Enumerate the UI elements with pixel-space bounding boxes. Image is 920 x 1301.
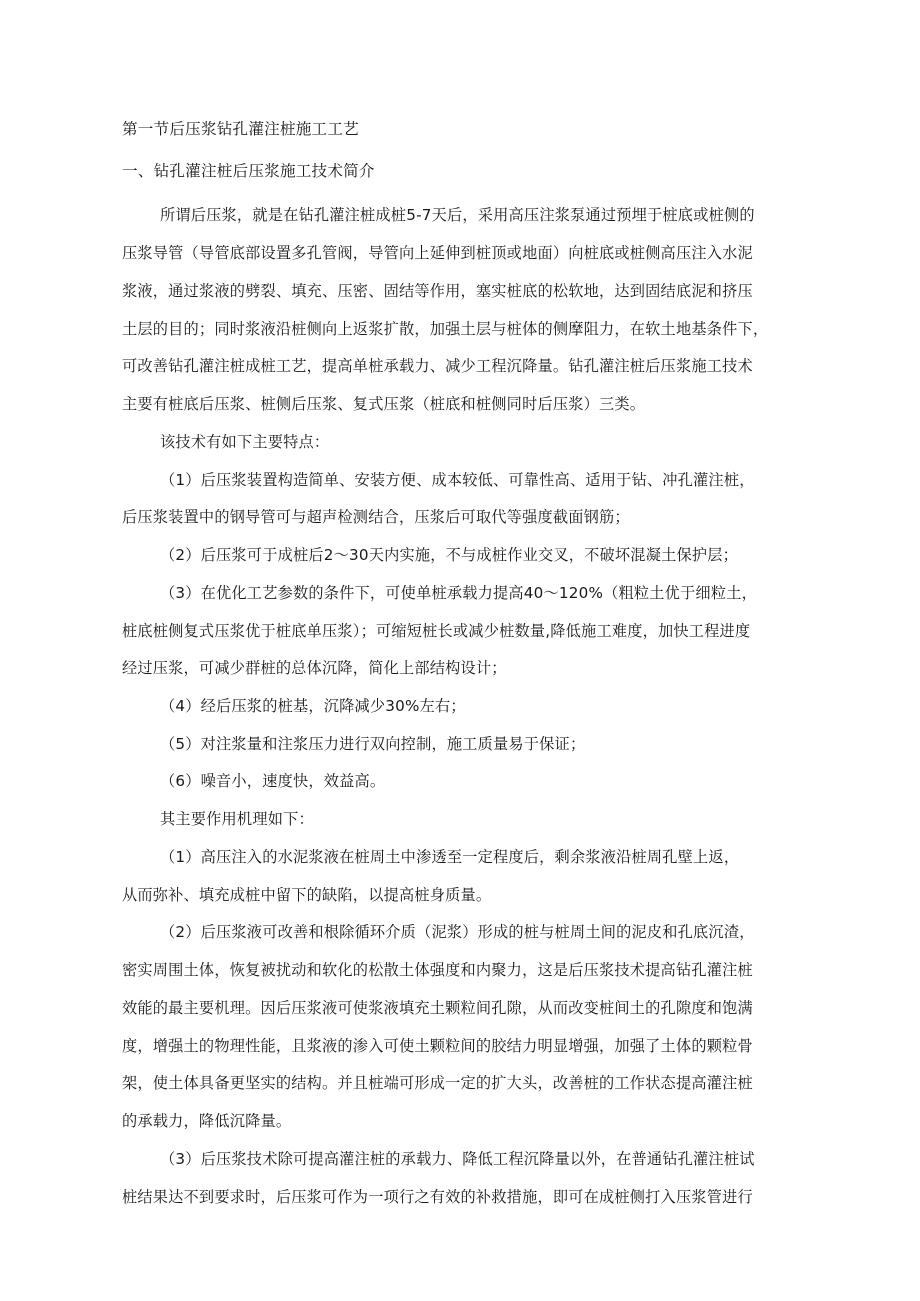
intro-line: 浆液，通过浆液的劈裂、填充、压密、固结等作用，塞实桩底的松软地，达到固结底泥和挤压 bbox=[122, 282, 753, 300]
feature-line: （2）后压浆可于成桩后2～30天内实施，不与成桩作业交叉，不破坏混凝土保护层； bbox=[160, 546, 739, 564]
mechanism-line: （1）高压注入的水泥浆液在桩周土中渗透至一定程度后，剩余浆液沿桩周孔壁上返， bbox=[160, 848, 740, 866]
intro-line: 主要有桩底后压浆、桩侧后压浆、复式压浆（桩底和桩侧同时后压浆）三类。 bbox=[122, 395, 646, 413]
feature-line: （4）经后压浆的桩基，沉降减少30%左右； bbox=[160, 697, 466, 715]
mechanism-line: （2）后压浆液可改善和根除循环介质（泥浆）形成的桩与桩周土间的泥皮和孔底沉渣， bbox=[160, 923, 755, 941]
mechanism-line: 密实周围土体，恢复被扰动和软化的松散土体强度和内聚力，这是后压浆技术提高钻孔灌注桩 bbox=[122, 961, 753, 979]
mechanism-line: 架，使土体具备更坚实的结构。并且桩端可形成一定的扩大头，改善桩的工作状态提高灌注桩 bbox=[122, 1074, 753, 1092]
feature-line: 后压浆装置中的钢导管可与超声检测结合，压浆后可取代等强度截面钢筋； bbox=[122, 508, 630, 526]
feature-line: 经过压浆，可减少群桩的总体沉降，简化上部结构设计； bbox=[122, 659, 507, 677]
feature-line: （5）对注浆量和注浆压力进行双向控制，施工质量易于保证； bbox=[160, 735, 586, 753]
mechanism-line: 的承载力，降低沉降量。 bbox=[122, 1112, 292, 1130]
mechanism-line: 度，增强土的物理性能，且浆液的渗入可使土颗粒间的胶结力明显增强，加强了土体的颗粒骨 bbox=[122, 1037, 753, 1055]
feature-line: （3）在优化工艺参数的条件下，可使单桩承载力提高40～120%（粗粒土优于细粒土， bbox=[160, 584, 757, 602]
intro-line: 所谓后压浆，就是在钻孔灌注桩成桩5-7天后，采用高压注浆泵通过预埋于桩底或桩侧的 bbox=[160, 206, 755, 224]
mechanism-intro: 其主要作用机理如下： bbox=[160, 810, 314, 828]
mechanism-line: （3）后压浆技术除可提高灌注桩的承载力、降低工程沉降量以外，在普通钻孔灌注桩试 bbox=[160, 1150, 755, 1168]
feature-line: （6）噪音小，速度快，效益高。 bbox=[160, 772, 386, 790]
intro-line: 土层的目的；同时浆液沿桩侧向上返浆扩散，加强土层与桩体的侧摩阻力，在软土地基条件下， bbox=[122, 320, 769, 338]
section-heading: 一、钻孔灌注桩后压浆施工技术简介 bbox=[122, 162, 375, 180]
mechanism-line: 桩结果达不到要求时，后压浆可作为一项行之有效的补救措施，即可在成桩侧打入压浆管进行 bbox=[122, 1188, 753, 1206]
features-intro: 该技术有如下主要特点： bbox=[160, 433, 330, 451]
page-title: 第一节后压浆钻孔灌注桩施工工艺 bbox=[122, 120, 359, 138]
intro-line: 可改善钻孔灌注桩成桩工艺，提高单桩承载力、减少工程沉降量。钻孔灌注桩后压浆施工技术 bbox=[122, 357, 753, 375]
mechanism-line: 效能的最主要机理。因后压浆液可使浆液填充土颗粒间孔隙，从而改变桩间土的孔隙度和饱满 bbox=[122, 999, 753, 1017]
feature-line: （1）后压浆装置构造简单、安装方便、成本较低、可靠性高、适用于钻、冲孔灌注桩， bbox=[160, 471, 755, 489]
mechanism-line: 从而弥补、填充成桩中留下的缺陷，以提高桩身质量。 bbox=[122, 886, 492, 904]
intro-line: 压浆导管（导管底部设置多孔管阀，导管向上延伸到桩顶或地面）向桩底或桩侧高压注入水泥 bbox=[122, 244, 753, 262]
feature-line: 桩底桩侧复式压浆优于桩底单压浆）；可缩短桩长或减少桩数量,降低施工难度，加快工程进度 bbox=[122, 622, 751, 640]
